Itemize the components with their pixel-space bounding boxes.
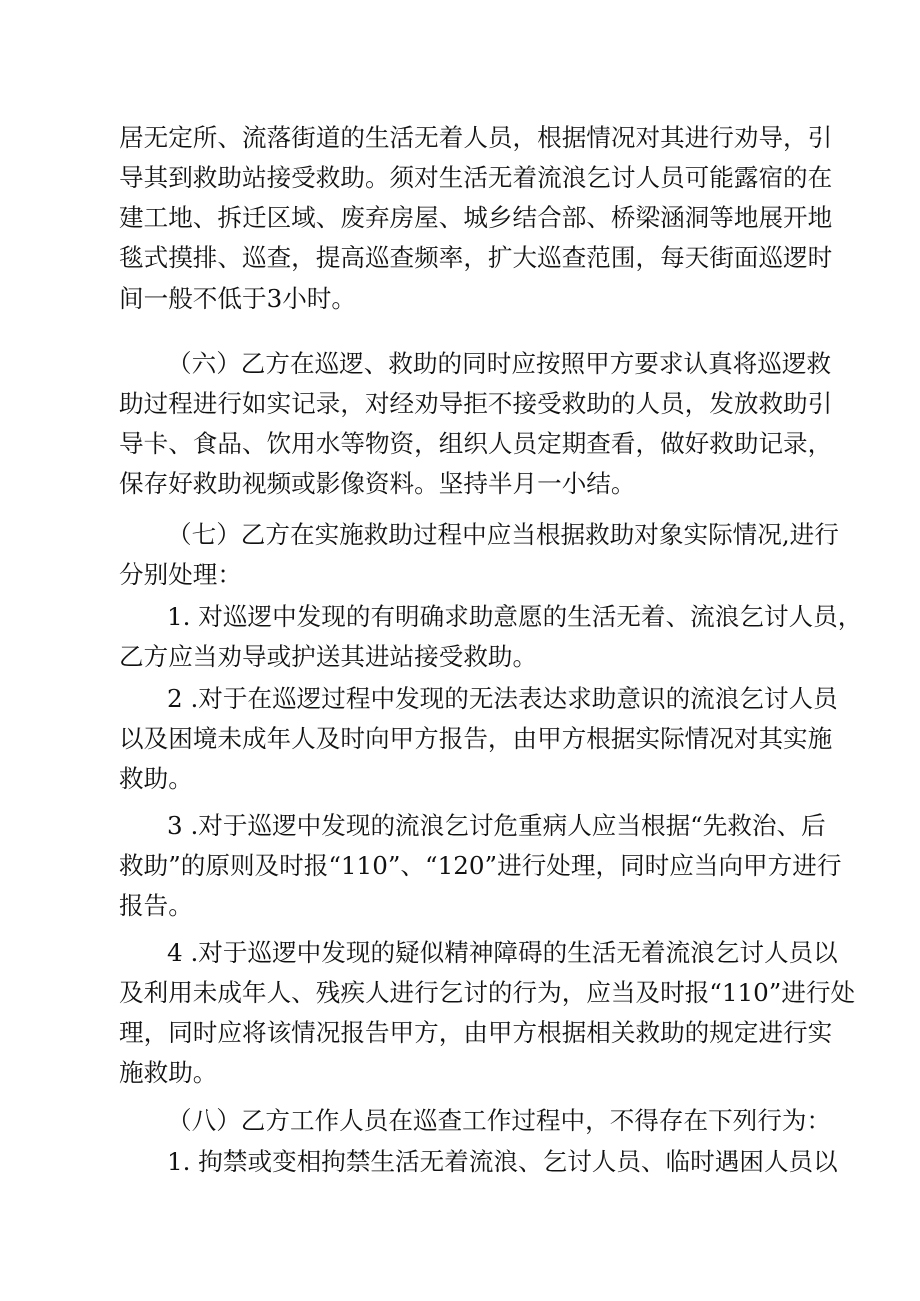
text-line: 乙方应当劝导或护送其进站接受救助。 (119, 642, 538, 671)
text-line: 报告。 (119, 891, 193, 920)
text-line: 导卡、食品、饮用水等物资，组织人员定期查看，做好救助记录， (119, 429, 833, 458)
text-line: 施救助。 (119, 1058, 218, 1087)
paragraph-six-start: （六）乙方在巡逻、救助的同时应按照甲方要求认真将巡逻救 (167, 349, 832, 378)
text-line: 间一般不低于3小时。 (119, 284, 356, 313)
text-line: 救助。 (119, 764, 193, 793)
text-line: 毯式摸排、巡查，提高巡查频率，扩大巡查范围，每天街面巡逻时 (119, 243, 833, 272)
item-one-start: 1. 对巡逻中发现的有明确求助意愿的生活无着、流浪乞讨人员， (167, 602, 863, 631)
text-line: 居无定所、流落街道的生活无着人员，根据情况对其进行劝导，引 (119, 123, 833, 152)
text-line: 导其到救助站接受救助。须对生活无着流浪乞讨人员可能露宿的在 (119, 163, 833, 192)
text-line: 以及困境未成年人及时向甲方报告，由甲方根据实际情况对其实施 (119, 724, 833, 753)
item-four-start: 4 .对于巡逻中发现的疑似精神障碍的生活无着流浪乞讨人员以 (167, 938, 838, 967)
text-line: 建工地、拆迁区域、废弃房屋、城乡结合部、桥梁涵洞等地展开地 (119, 203, 833, 232)
text-line: 助过程进行如实记录，对经劝导拒不接受救助的人员，发放救助引 (119, 389, 833, 418)
text-line: 保存好救助视频或影像资料。坚持半月一小结。 (119, 469, 636, 498)
paragraph-seven-start: （七）乙方在实施救助过程中应当根据救助对象实际情况,进行 (167, 520, 839, 549)
text-line: 分别处理： (119, 560, 242, 589)
text-line: 及利用未成年人、残疾人进行乞讨的行为，应当及时报“110”进行处 (119, 978, 856, 1007)
item-three-start: 3 .对于巡逻中发现的流浪乞讨危重病人应当根据“先救治、后 (167, 811, 826, 840)
text-line: 救助”的原则及时报“110”、“120”进行处理，同时应当向甲方进行 (119, 851, 842, 880)
paragraph-eight-start: （八）乙方工作人员在巡查工作过程中，不得存在下列行为： (167, 1106, 832, 1135)
text-line: 理，同时应将该情况报告甲方，由甲方根据相关救助的规定进行实 (119, 1018, 833, 1047)
item-two-start: 2 .对于在巡逻过程中发现的无法表达求助意识的流浪乞讨人员 (167, 684, 838, 713)
item-eight-one-start: 1. 拘禁或变相拘禁生活无着流浪、乞讨人员、临时遇困人员以 (167, 1147, 838, 1176)
